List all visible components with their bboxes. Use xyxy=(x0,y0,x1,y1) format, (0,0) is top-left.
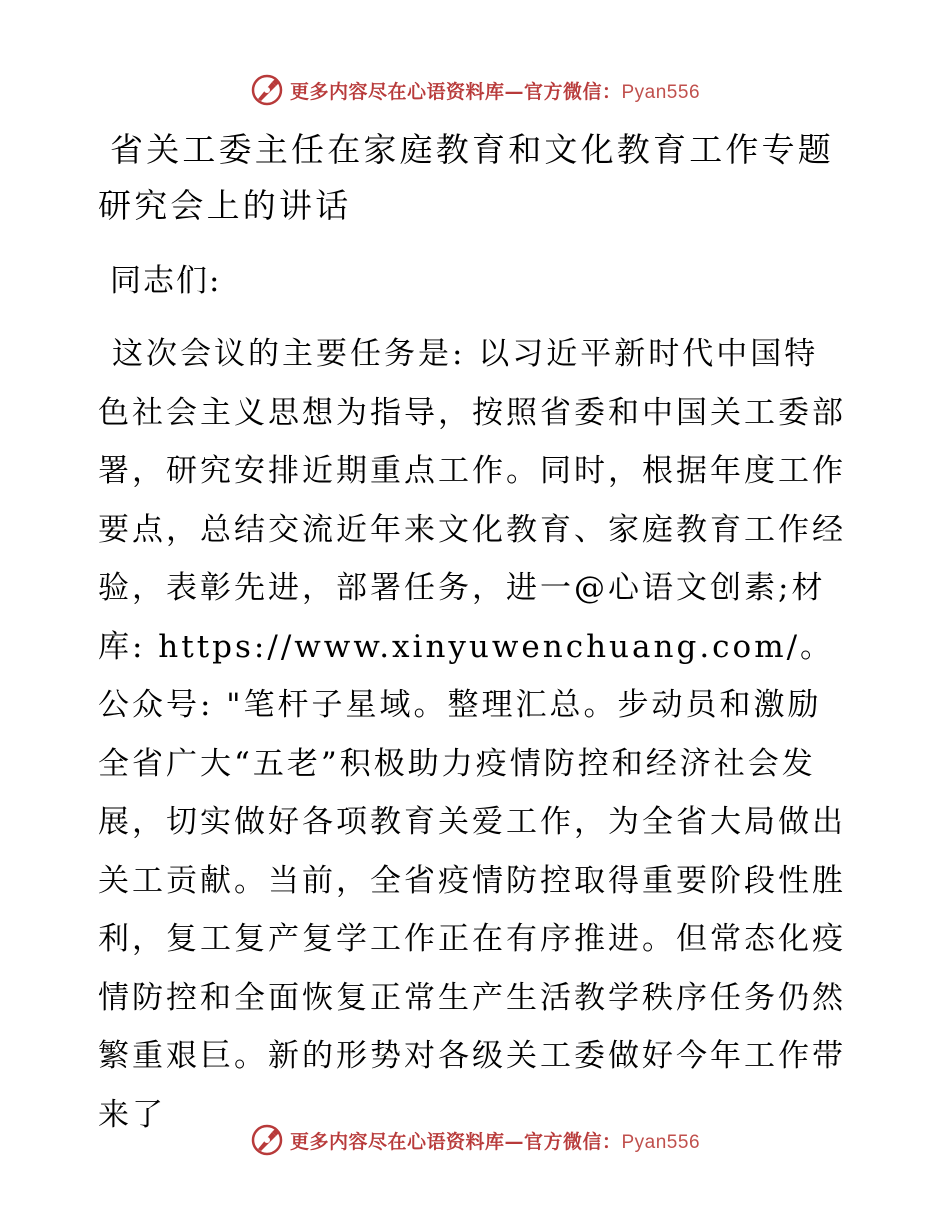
header-site-text: 更多内容尽在心语资料库 xyxy=(289,80,505,103)
footer-banner-text xyxy=(290,1127,700,1154)
pen-nib-logo-icon xyxy=(250,73,284,107)
document-paragraph: 这次会议的主要任务是: 以习近平新时代中国特色社会主义思想为指导，按照省委和中国关工委部署，研究安排近期重点工作。同时，根据年度工作要点，总结交流近年来文化教育、家庭教育工作经验，表彰先进，部署任务，进一@心语文创素;材库: https://www.xinyuwenchuang.com/。公众号: "笔杆子星域。整理汇总。步动员和激励全省广大“五老”积极助力疫情防控和经济社会发展，切实做好各项教育关爱工作，为全省大局做出关工贡献。当前，全省疫情防控取得重要阶段性胜利，复工复产复学工作正在有序推进。但常态化疫情防控和全面恢复正常生产生活教学秩序任务仍然繁重艰巨。新的形势对各级关工委做好今年工作带来了 xyxy=(98,336,846,1133)
header-account-id: Pyan556 xyxy=(621,81,701,103)
footer-account-id: Pyan556 xyxy=(621,1131,701,1153)
document-greeting: 同志们: xyxy=(110,263,222,299)
document-title: 省关工委主任在家庭教育和文化教育工作专题研究会上的讲话 xyxy=(98,130,834,225)
header-separator: — xyxy=(504,80,524,103)
footer-banner xyxy=(0,1120,950,1160)
pen-nib-logo-icon xyxy=(250,1123,284,1157)
header-account-label: 官方微信： xyxy=(523,80,622,103)
footer-separator: — xyxy=(504,1130,524,1153)
header-banner-text xyxy=(290,77,700,104)
footer-site-text: 更多内容尽在心语资料库 xyxy=(289,1130,505,1153)
header-banner xyxy=(0,70,950,110)
footer-account-label: 官方微信： xyxy=(523,1130,622,1153)
